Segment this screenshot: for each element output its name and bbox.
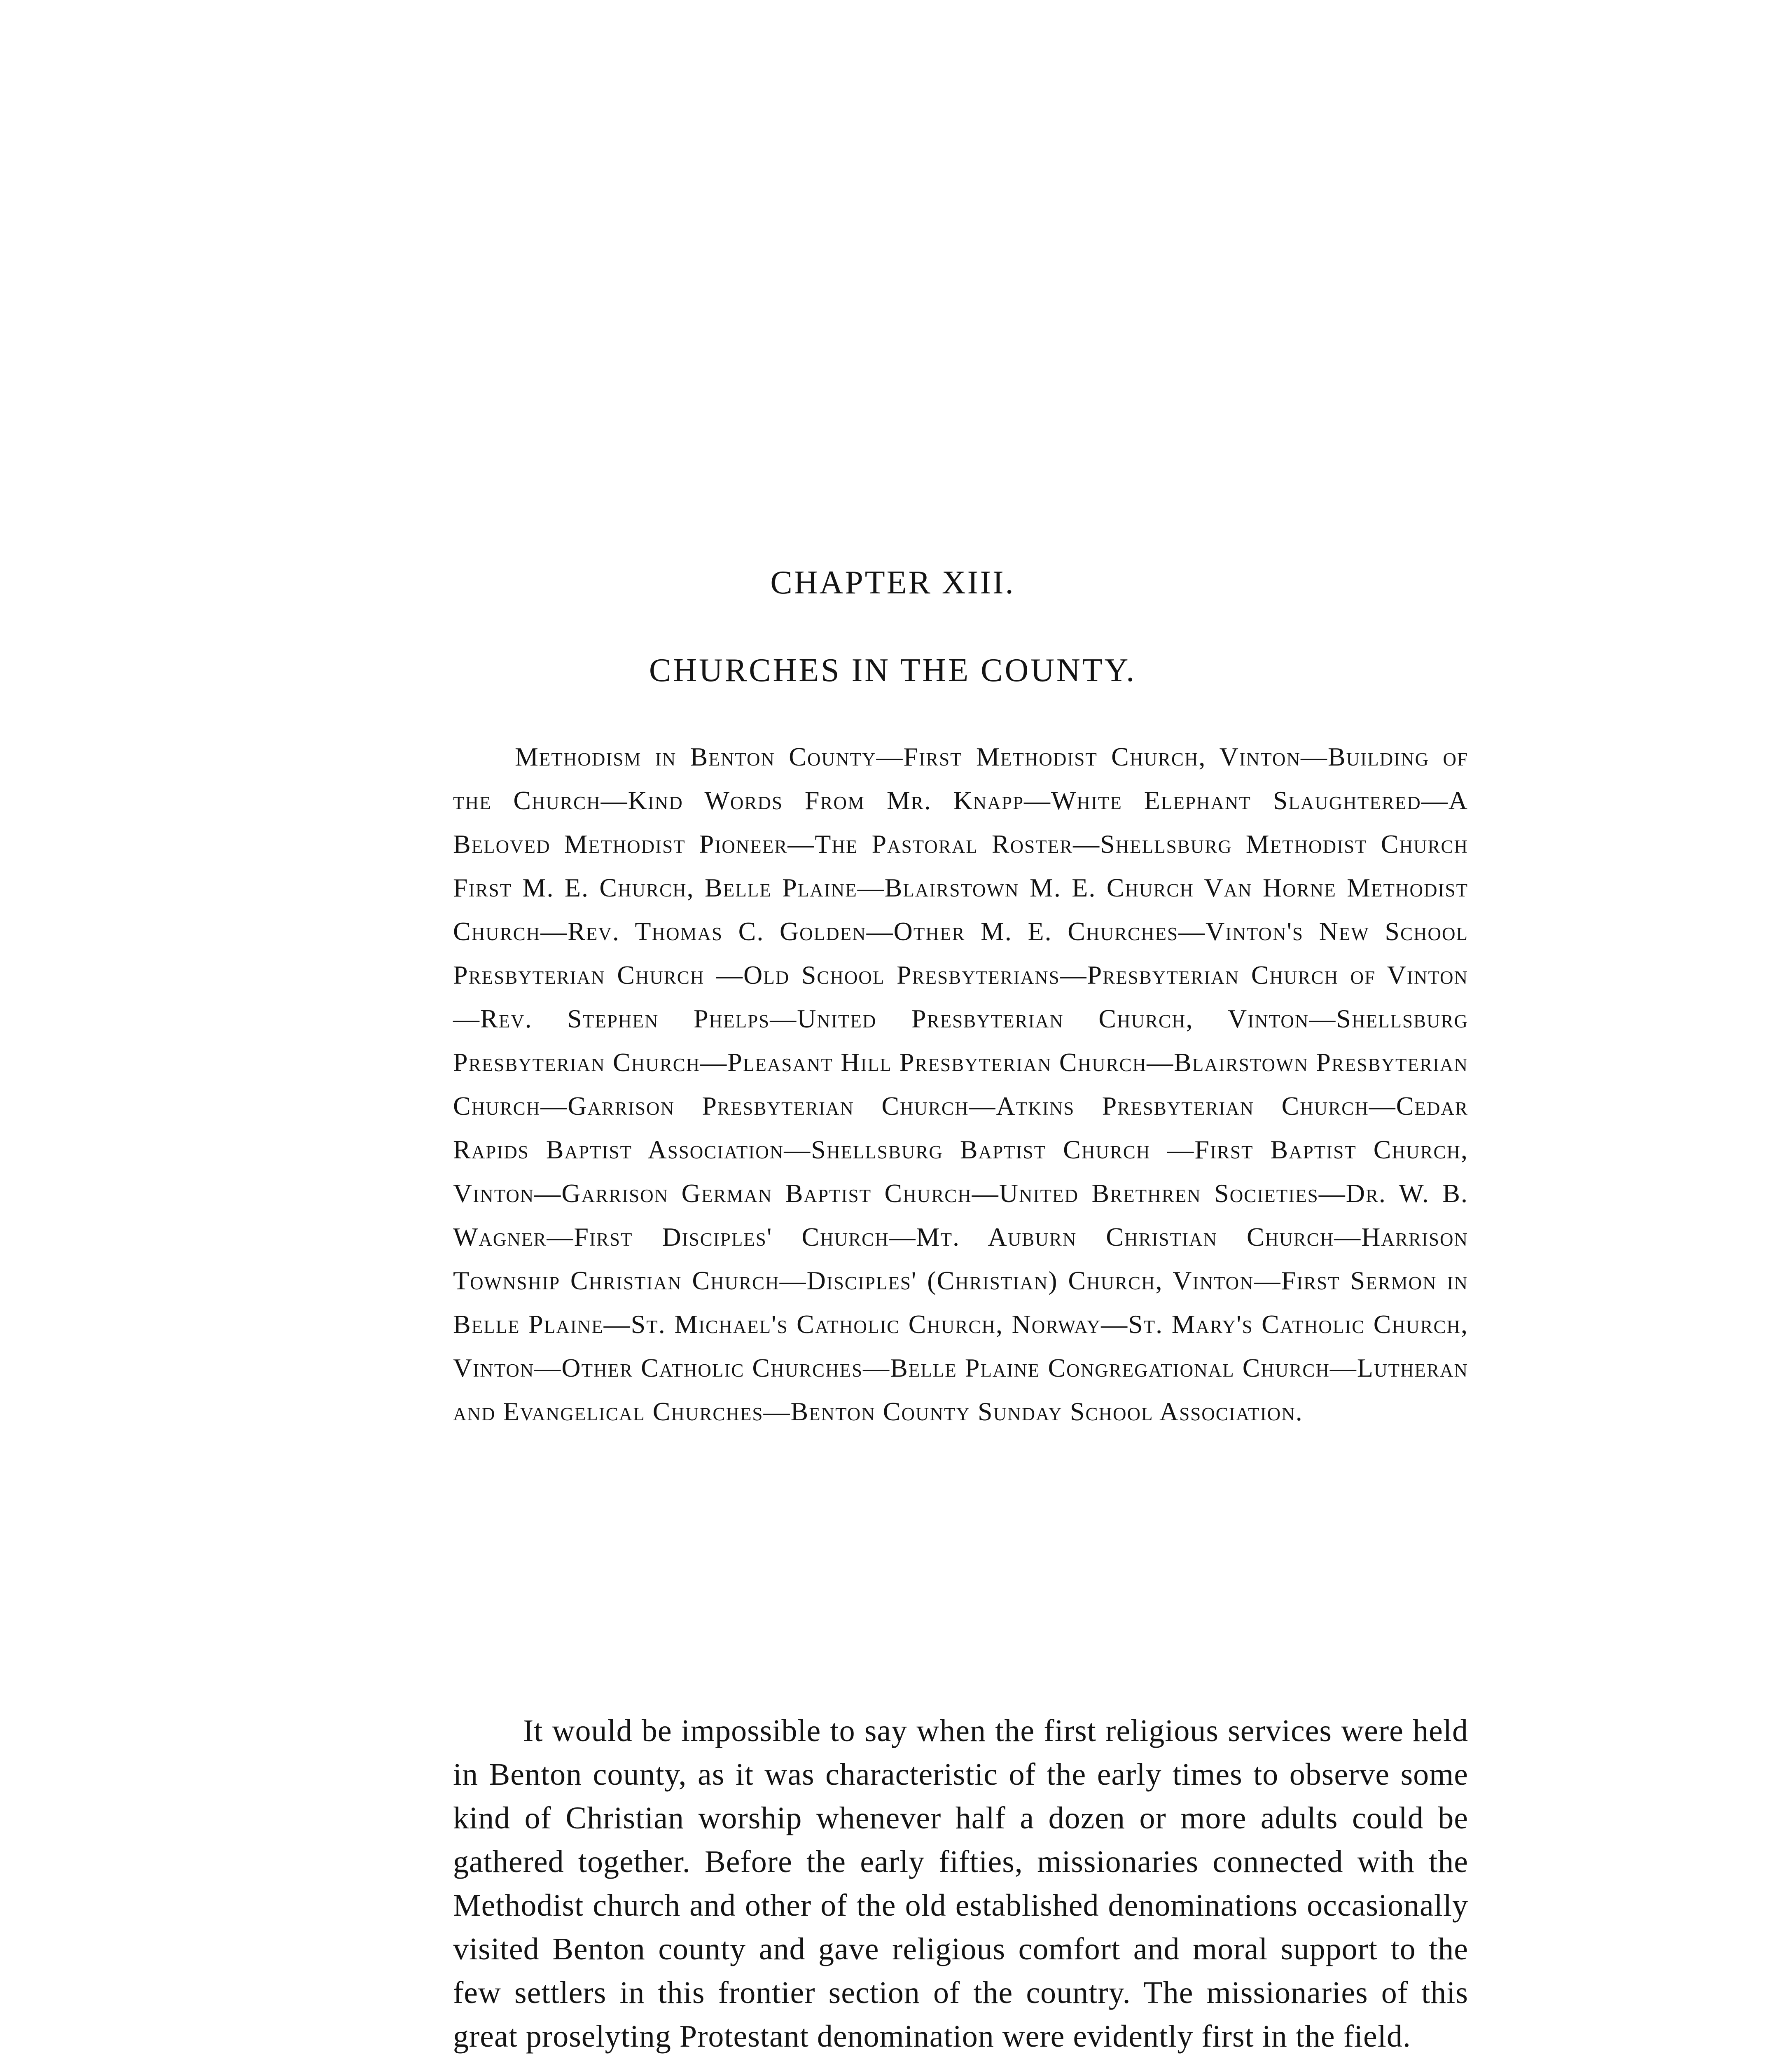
chapter-synopsis: Methodism in Benton County—First Methodist Church, Vinton—Building of the Church—Kind Words From Mr. Knapp—White Elephant Slaughtered—A Beloved Methodist Pioneer—The Pastoral Roster—Shellsburg Methodist Church First M. E. Church, Belle Plaine—Blairstown M. E. Church Van Horne Methodist Church—Rev. Thomas C. Golden—Other M. E. Churches—Vinton's New School Presbyterian Church —Old School Presbyterians—Presbyterian Church of Vinton —Rev. Stephen Phelps—United Presbyterian Church, Vinton—Shellsburg Presbyterian Church—Pleasant Hill Presbyterian Church—Blairstown Presbyterian Church—Garrison Presbyterian Church—Atkins Presbyterian Church—Cedar Rapids Baptist Association—Shellsburg Baptist Church —First Baptist Church, Vinton—Garrison German Baptist Church—United Brethren Societies—Dr. W. B. Wagner—First Disciples' Church—Mt. Auburn Christian Church—Harrison Township Christian Church—Disciples' (Christian) Church, Vinton—First Sermon in Belle Plaine—St. Michael's Catholic Church, Norway—St. Mary's Catholic Church, Vinton—Other Catholic Churches—Belle Plaine Congregational Church—Lutheran and Evangelical Churches—Benton County Sunday School Association.: [453, 742, 1468, 1426]
chapter-number: CHAPTER XIII.: [770, 565, 1015, 601]
chapter-title: CHURCHES IN THE COUNTY.: [649, 652, 1137, 689]
body-paragraph: It would be impossible to say when the first religious services were held in Benton county, as it was characteristic of the early times to observe some kind of Christian worship whenever half a dozen or more adults could be gathered together. Before the early fifties, missionaries connected with the Methodist church and other of the old established denominations occasionally visited Benton county and gave religious comfort and moral support to the few settlers in this frontier section of the country. The missionaries of this great proselyting Protestant denomination were evidently first in the field.: [453, 1713, 1468, 2054]
